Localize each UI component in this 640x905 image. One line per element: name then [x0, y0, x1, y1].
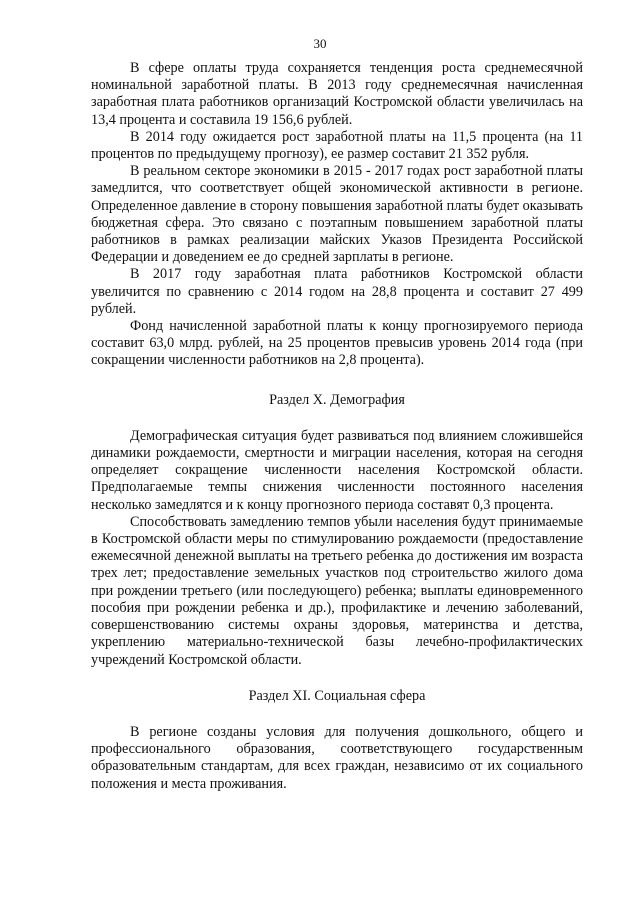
section-heading-demography: Раздел X. Демография: [269, 391, 405, 408]
spacer: [91, 669, 583, 688]
page-content: [91, 60, 583, 793]
paragraph-wage-fund: Фонд начисленной заработной платы к концу прогнозируемого периода составит 63,0 млрд. рублей, на 25 процентов превысив уровень 2014 года (при сокращении численности работников на 2,8 процента).: [91, 318, 583, 369]
spacer: [91, 705, 583, 724]
paragraph-birth-measures: Способствовать замедлению темпов убыли населения будут принимаемые в Костромской области меры по стимулированию рождаемости (предоставление ежемесячной денежной выплаты на третьего ребенка до достижения им возраста трех лет; предоставление земельных участков под строительство жилого дома при рождении третьего (или последующего) ребенка; выплаты единовременного пособия при рождении ребенка и др.), профилактике и лечению заболеваний, совершенствованию системы охраны здоровья, материнства и детства, укреплению материально-технической базы лечебно-профилактических учреждений Костромской области.: [91, 513, 583, 668]
spacer: [91, 409, 583, 428]
paragraph-demographic-situation: Демографическая ситуация будет развиваться под влиянием сложившейся динамики рождаемости, смертности и миграции населения, которая на сегодня определяет сокращение численности населения Костромской области. Предполагаемые темпы снижения численности постоянного населения несколько замедлятся и к концу прогнозного периода составят 0,3 процента.: [91, 427, 583, 513]
paragraph-real-sector: В реальном секторе экономики в 2015 - 2017 годах рост заработной платы замедлится, что соответствует общей экономической активности в регионе. Определенное давление в сторону повышения заработной платы будет оказывать бюджетная сфера. Это связано с поэтапным повышением заработной платы работников в рамках реализации майских Указов Президента Российской Федерации и доведением ее до средней зарплаты в регионе.: [91, 163, 583, 266]
spacer: [91, 370, 583, 392]
paragraph-wages-2017: В 2017 году заработная плата работников Костромской области увеличится по сравнению с 2014 годом на 28,8 процента и составит 27 499 рублей.: [91, 266, 583, 317]
paragraph-wages-2014: В 2014 году ожидается рост заработной платы на 11,5 процента (на 11 процентов по предыдущему прогнозу), ее размер составит 21 352 рубля.: [91, 128, 583, 163]
section-heading-social-sphere: Раздел XI. Социальная сфера: [248, 687, 426, 704]
paragraph-wages-trend: В сфере оплаты труда сохраняется тенденция роста среднемесячной номинальной заработной платы. В 2013 году среднемесячная начисленная заработная плата работников организаций Костромской области увеличилась на 13,4 процента и составила 19 156,6 рублей.: [91, 60, 583, 128]
page-number: 30: [313, 36, 327, 51]
paragraph-education: В регионе созданы условия для получения дошкольного, общего и профессионального образования, соответствующего государственным образовательным стандартам, для всех граждан, независимо от их социального положения и места проживания.: [91, 723, 583, 792]
